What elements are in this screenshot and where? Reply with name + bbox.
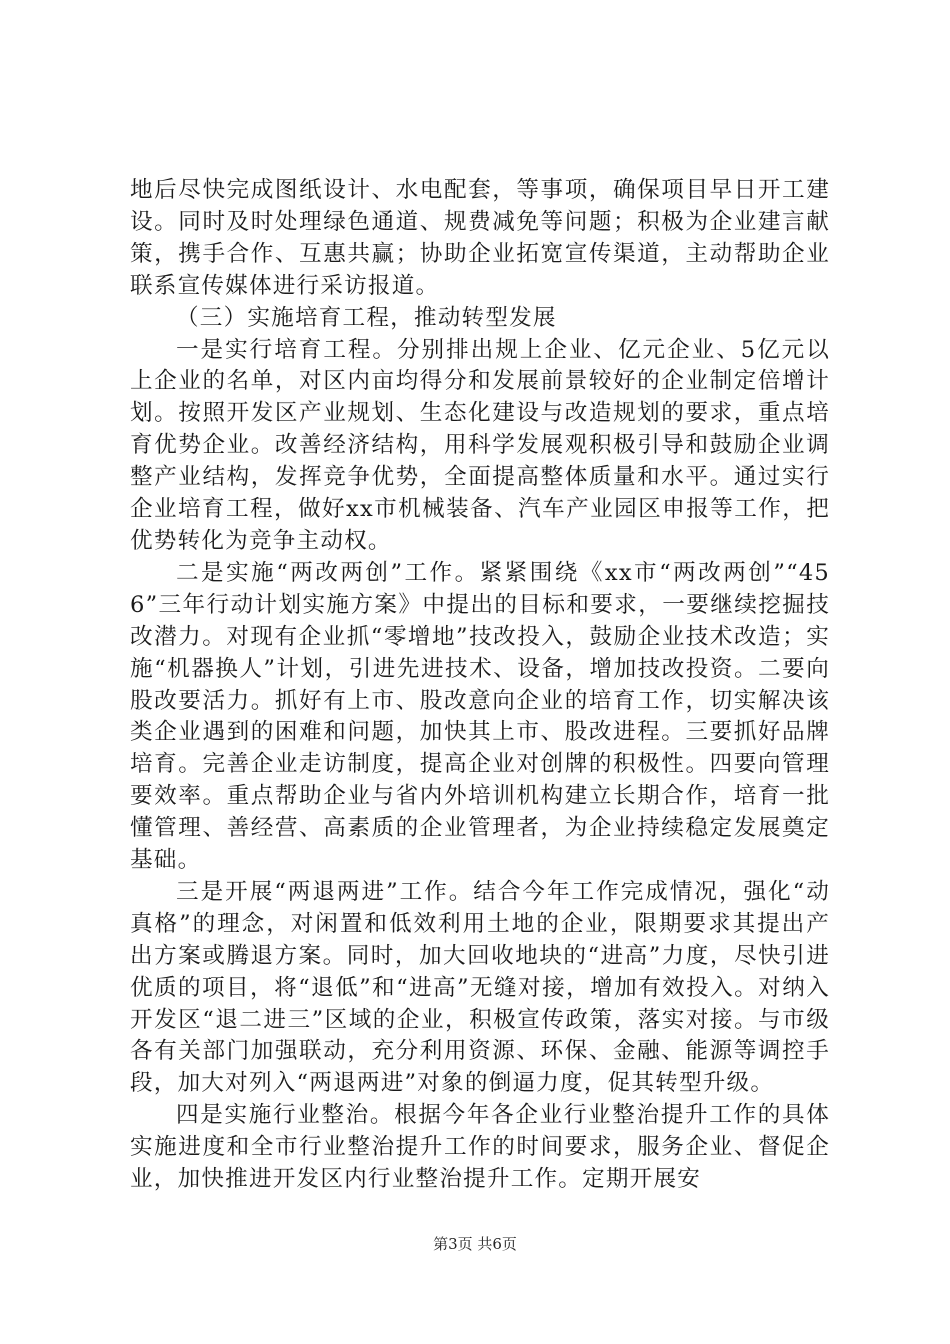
section-heading: （三）实施培育工程，推动转型发展 <box>176 304 557 331</box>
paragraph-3: 二是实施“两改两创”工作。紧紧围绕《xx市“两改两创”“456”三年行动计划实施方案》中提出的目标和要求，一要继续挖掘技改潜力。对现有企业抓“零增地”技改投入，鼓励企业技术改造；实施“机器换人”计划，引进先进技术、设备，增加技改投资。二要向股改要活力。抓好有上市、股改意向企业的培育工作，切实解决该类企业遇到的困难和问题，加快其上市、股改进程。三要抓好品牌培育。完善企业走访制度，提高企业对创牌的积极性。四要向管理要效率。重点帮助企业与省内外培训机构建立长期合作，培育一批懂管理、善经营、高素质的企业管理者，为企业持续稳定发展奠定基础。 <box>130 559 830 874</box>
document-body <box>130 175 830 1196</box>
paragraph-5: 四是实施行业整治。根据今年各企业行业整治提升工作的具体实施进度和全市行业整治提升工作的时间要求，服务企业、督促企业，加快推进开发区内行业整治提升工作。定期开展安 <box>130 1102 830 1193</box>
paragraph-2: 一是实行培育工程。分别排出规上企业、亿元企业、5亿元以上企业的名单，对区内亩均得分和发展前景较好的企业制定倍增计划。按照开发区产业规划、生态化建设与改造规划的要求，重点培育优势企业。改善经济结构，用科学发展观积极引导和鼓励企业调整产业结构，发挥竞争优势，全面提高整体质量和水平。通过实行企业培育工程，做好xx市机械装备、汽车产业园区申报等工作，把优势转化为竞争主动权。 <box>130 336 830 554</box>
paragraph-4: 三是开展“两退两进”工作。结合今年工作完成情况，强化“动真格”的理念，对闲置和低效利用土地的企业，限期要求其提出产出方案或腾退方案。同时，加大回收地块的“进高”力度，尽快引进优质的项目，将“退低”和“进高”无缝对接，增加有效投入。对纳入开发区“退二进三”区域的企业，积极宣传政策，落实对接。与市级各有关部门加强联动，充分利用资源、环保、金融、能源等调控手段，加大对列入“两退两进”对象的倒逼力度，促其转型升级。 <box>130 878 830 1097</box>
page-footer: 第3页 共6页 <box>433 1235 517 1253</box>
paragraph-1: 地后尽快完成图纸设计、水电配套，等事项，确保项目早日开工建设。同时及时处理绿色通道、规费减免等问题；积极为企业建言献策，携手合作、互惠共赢；协助企业拓宽宣传渠道，主动帮助企业联系宣传媒体进行采访报道。 <box>130 177 830 299</box>
